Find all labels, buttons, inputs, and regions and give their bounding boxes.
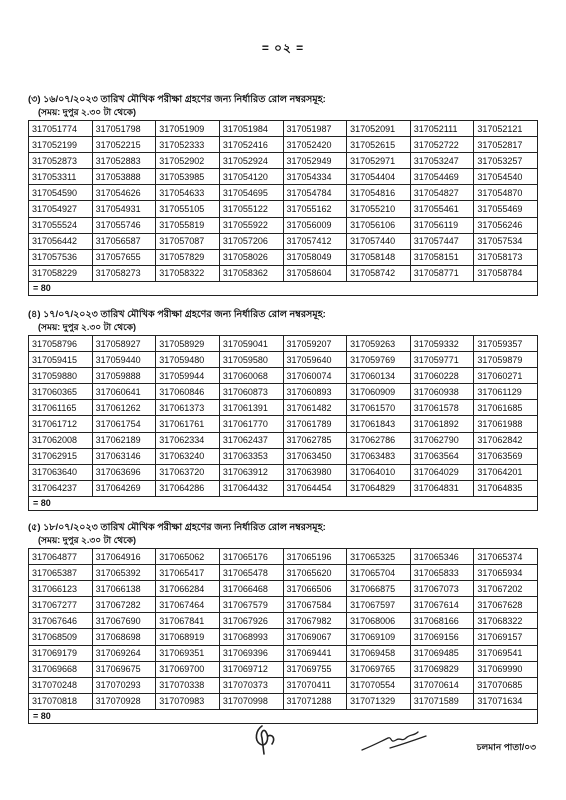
roll-number-cell: 317061712 (29, 416, 93, 432)
roll-number-cell: 317069700 (156, 661, 220, 677)
table-row (29, 565, 538, 581)
roll-number-cell: 317062915 (29, 448, 93, 464)
roll-number-cell: 317062437 (219, 432, 283, 448)
roll-number-cell: 317062790 (410, 432, 474, 448)
roll-number-cell: 317069541 (474, 645, 538, 661)
roll-number-cell: 317054633 (156, 185, 220, 201)
roll-number-cell: 317055461 (410, 201, 474, 217)
roll-number-cell: 317061843 (347, 416, 411, 432)
roll-number-cell: 317067579 (219, 597, 283, 613)
roll-number-cell: 317052199 (29, 137, 93, 153)
roll-number-cell: 317053888 (92, 169, 156, 185)
roll-number-cell: 317061391 (219, 400, 283, 416)
table-row (29, 661, 538, 677)
roll-number-cell: 317052416 (219, 137, 283, 153)
roll-number-cell: 317070998 (219, 693, 283, 709)
roll-number-cell: 317054590 (29, 185, 93, 201)
roll-number-cell: 317051774 (29, 121, 93, 137)
roll-number-cell: 317064432 (219, 480, 283, 496)
roll-number-cell: 317067202 (474, 581, 538, 597)
roll-number-cell: 317066468 (219, 581, 283, 597)
roll-number-cell: 317067926 (219, 613, 283, 629)
section-time: (সময়: দুপুর ২.৩০ টা থেকে) (38, 322, 136, 332)
roll-number-cell: 317059640 (283, 352, 347, 368)
roll-number-cell: 317059771 (410, 352, 474, 368)
roll-number-cell: 317054870 (474, 185, 538, 201)
roll-number-cell: 317064916 (92, 549, 156, 565)
roll-number-cell: 317058322 (156, 265, 220, 281)
roll-number-cell: 317069712 (219, 661, 283, 677)
roll-number-cell: 317068006 (347, 613, 411, 629)
section-time: (সময়: দুপুর ২.৩০ টা থেকে) (38, 107, 136, 117)
roll-number-cell: 317062189 (92, 432, 156, 448)
roll-number-cell: 317053257 (474, 153, 538, 169)
roll-number-cell: 317056246 (474, 217, 538, 233)
roll-number-cell: 317067464 (156, 597, 220, 613)
roll-number-cell: 317056587 (92, 233, 156, 249)
roll-number-cell: 317057829 (156, 249, 220, 265)
roll-number-cell: 317052121 (474, 121, 538, 137)
roll-number-cell: 317068698 (92, 629, 156, 645)
roll-number-cell: 317071634 (474, 693, 538, 709)
table-row (29, 265, 538, 281)
roll-number-cell: 317051984 (219, 121, 283, 137)
roll-number-cell: 317057534 (474, 233, 538, 249)
roll-number-cell: 317057412 (283, 233, 347, 249)
roll-number-cell: 317055819 (156, 217, 220, 233)
roll-number-cell: 317070685 (474, 677, 538, 693)
roll-number-cell: 317061685 (474, 400, 538, 416)
roll-number-cell: 317052091 (347, 121, 411, 137)
roll-number-cell: 317052333 (156, 137, 220, 153)
roll-number-cell: 317063240 (156, 448, 220, 464)
table-row (29, 480, 538, 496)
roll-number-cell: 317053247 (410, 153, 474, 169)
table-row (29, 336, 538, 352)
roll-number-cell: 317060068 (219, 368, 283, 384)
table-row (29, 677, 538, 693)
roll-number-cell: 317069156 (410, 629, 474, 645)
roll-number-cell: 317065325 (347, 549, 411, 565)
roll-number-cell: 317070818 (29, 693, 93, 709)
roll-number-cell: 317052817 (474, 137, 538, 153)
table-row (29, 185, 538, 201)
table-row (29, 581, 538, 597)
roll-number-cell: 317070983 (156, 693, 220, 709)
roll-number-cell: 317063696 (92, 464, 156, 480)
roll-number-cell: 317051987 (283, 121, 347, 137)
roll-number-cell: 317065062 (156, 549, 220, 565)
table-row (29, 448, 538, 464)
roll-number-cell: 317064454 (283, 480, 347, 496)
roll-number-cell: 317057206 (219, 233, 283, 249)
roll-number-cell: 317055524 (29, 217, 93, 233)
roll-number-cell: 317070554 (347, 677, 411, 693)
roll-number-cell: 317067614 (410, 597, 474, 613)
roll-number-cell: 317051909 (156, 121, 220, 137)
roll-number-cell: 317065346 (410, 549, 474, 565)
roll-number-cell: 317060909 (347, 384, 411, 400)
roll-number-cell: 317060228 (410, 368, 474, 384)
roll-number-cell: 317067073 (410, 581, 474, 597)
table-row (29, 384, 538, 400)
roll-number-cell: 317070248 (29, 677, 93, 693)
table-row (29, 597, 538, 613)
roll-number-cell: 317052924 (219, 153, 283, 169)
roll-number-cell: 317060846 (156, 384, 220, 400)
roll-number-cell: 317067277 (29, 597, 93, 613)
roll-number-cell: 317061892 (410, 416, 474, 432)
table-row (29, 613, 538, 629)
roll-number-cell: 317064835 (474, 480, 538, 496)
roll-number-cell: 317069351 (156, 645, 220, 661)
roll-number-cell: 317058784 (474, 265, 538, 281)
roll-number-cell: 317058151 (410, 249, 474, 265)
roll-number-cell: 317069157 (474, 629, 538, 645)
roll-number-cell: 317066123 (29, 581, 93, 597)
roll-number-cell: 317058148 (347, 249, 411, 265)
table-row (29, 217, 538, 233)
roll-number-cell: 317059415 (29, 352, 93, 368)
roll-number-cell: 317058927 (92, 336, 156, 352)
roll-number-cell: 317061373 (156, 400, 220, 416)
roll-number-cell: 317067841 (156, 613, 220, 629)
footer (0, 722, 566, 762)
roll-number-cell: 317054626 (92, 185, 156, 201)
section-total: = 80 (28, 497, 538, 511)
section-time: (সময়: দুপুর ২.৩০ টা থেকে) (38, 535, 136, 545)
roll-number-cell: 317053985 (156, 169, 220, 185)
roll-number-cell: 317062785 (283, 432, 347, 448)
roll-number-cell: 317069396 (219, 645, 283, 661)
table-row (29, 629, 538, 645)
roll-number-cell: 317055922 (219, 217, 283, 233)
roll-number-cell: 317065833 (410, 565, 474, 581)
roll-number-cell: 317059263 (347, 336, 411, 352)
section-4 (28, 309, 538, 511)
roll-number-cell: 317061129 (474, 384, 538, 400)
table-row (29, 137, 538, 153)
roll-number-cell: 317064831 (410, 480, 474, 496)
table-row (29, 400, 538, 416)
roll-number-cell: 317068166 (410, 613, 474, 629)
roll-number-cell: 317061482 (283, 400, 347, 416)
roll-number-cell: 317067282 (92, 597, 156, 613)
roll-number-cell: 317060873 (219, 384, 283, 400)
roll-number-cell: 317052615 (347, 137, 411, 153)
roll-number-cell: 317064286 (156, 480, 220, 496)
roll-number-cell: 317059332 (410, 336, 474, 352)
roll-number-cell: 317065196 (283, 549, 347, 565)
roll-number-cell: 317061754 (92, 416, 156, 432)
roll-number-cell: 317061988 (474, 416, 538, 432)
roll-number-cell: 317065934 (474, 565, 538, 581)
roll-number-cell: 317062842 (474, 432, 538, 448)
roll-number-cell: 317069458 (347, 645, 411, 661)
roll-number-cell: 317058742 (347, 265, 411, 281)
roll-number-cell: 317059944 (156, 368, 220, 384)
roll-number-cell: 317070373 (219, 677, 283, 693)
roll-number-cell: 317070293 (92, 677, 156, 693)
roll-number-cell: 317071589 (410, 693, 474, 709)
roll-number-cell: 317064010 (347, 464, 411, 480)
roll-number-cell: 317059769 (347, 352, 411, 368)
roll-number-cell: 317052873 (29, 153, 93, 169)
roll-number-cell: 317067982 (283, 613, 347, 629)
roll-number-cell: 317052971 (347, 153, 411, 169)
roll-number-cell: 317063912 (219, 464, 283, 480)
roll-number-cell: 317058929 (156, 336, 220, 352)
roll-number-cell: 317054927 (29, 201, 93, 217)
roll-number-cell: 317061262 (92, 400, 156, 416)
table-row (29, 233, 538, 249)
section-total: = 80 (28, 282, 538, 296)
signature-icon (360, 728, 430, 754)
roll-number-cell: 317064829 (347, 480, 411, 496)
roll-number-cell: 317054695 (219, 185, 283, 201)
roll-table (28, 335, 538, 497)
table-row (29, 645, 538, 661)
roll-number-cell: 317069067 (283, 629, 347, 645)
roll-number-cell: 317059207 (283, 336, 347, 352)
roll-number-cell: 317052883 (92, 153, 156, 169)
table-row (29, 693, 538, 709)
roll-number-cell: 317069675 (92, 661, 156, 677)
roll-number-cell: 317057440 (347, 233, 411, 249)
roll-number-cell: 317051798 (92, 121, 156, 137)
roll-number-cell: 317069264 (92, 645, 156, 661)
roll-number-cell: 317060134 (347, 368, 411, 384)
roll-table (28, 548, 538, 710)
roll-number-cell: 317065392 (92, 565, 156, 581)
roll-number-cell: 317064237 (29, 480, 93, 496)
roll-number-cell: 317062334 (156, 432, 220, 448)
roll-number-cell: 317061761 (156, 416, 220, 432)
roll-number-cell: 317061770 (219, 416, 283, 432)
roll-number-cell: 317063146 (92, 448, 156, 464)
roll-number-cell: 317067690 (92, 613, 156, 629)
roll-number-cell: 317060271 (474, 368, 538, 384)
roll-number-cell: 317065387 (29, 565, 93, 581)
roll-number-cell: 317065620 (283, 565, 347, 581)
roll-number-cell: 317053311 (29, 169, 93, 185)
table-row (29, 121, 538, 137)
roll-number-cell: 317056009 (283, 217, 347, 233)
roll-number-cell: 317065176 (219, 549, 283, 565)
roll-number-cell: 317067646 (29, 613, 93, 629)
roll-number-cell: 317067584 (283, 597, 347, 613)
roll-number-cell: 317055746 (92, 217, 156, 233)
roll-number-cell: 317066506 (283, 581, 347, 597)
roll-number-cell: 317059041 (219, 336, 283, 352)
roll-number-cell: 317063450 (283, 448, 347, 464)
roll-number-cell: 317063483 (347, 448, 411, 464)
roll-number-cell: 317054120 (219, 169, 283, 185)
roll-number-cell: 317067597 (347, 597, 411, 613)
roll-number-cell: 317061570 (347, 400, 411, 416)
table-row (29, 201, 538, 217)
table-row (29, 249, 538, 265)
roll-number-cell: 317055122 (219, 201, 283, 217)
roll-number-cell: 317070338 (156, 677, 220, 693)
table-row (29, 464, 538, 480)
roll-number-cell: 317059879 (474, 352, 538, 368)
roll-number-cell: 317058229 (29, 265, 93, 281)
roll-number-cell: 317052420 (283, 137, 347, 153)
table-row (29, 169, 538, 185)
roll-number-cell: 317063720 (156, 464, 220, 480)
roll-number-cell: 317059357 (474, 336, 538, 352)
table-row (29, 432, 538, 448)
table-row (29, 549, 538, 565)
roll-table (28, 120, 538, 282)
roll-number-cell: 317068919 (156, 629, 220, 645)
roll-number-cell: 317058273 (92, 265, 156, 281)
table-row (29, 352, 538, 368)
roll-number-cell: 317059580 (219, 352, 283, 368)
section-heading: (৩) ১৬/০৭/২০২৩ তারিখ মৌখিক পরীক্ষা গ্রহণের জন্য নির্ধারিত রোল নম্বরসমূহ: (28, 94, 326, 105)
roll-number-cell: 317054540 (474, 169, 538, 185)
section-heading: (৪) ১৭/০৭/২০২৩ তারিখ মৌখিক পরীক্ষা গ্রহণের জন্য নির্ধারিত রোল নম্বরসমূহ: (28, 309, 326, 320)
roll-number-cell: 317054827 (410, 185, 474, 201)
table-row (29, 368, 538, 384)
section-total: = 80 (28, 710, 538, 724)
roll-number-cell: 317064877 (29, 549, 93, 565)
roll-number-cell: 317063564 (410, 448, 474, 464)
roll-number-cell: 317058026 (219, 249, 283, 265)
roll-number-cell: 317071288 (283, 693, 347, 709)
roll-number-cell: 317071329 (347, 693, 411, 709)
page-number: = ০২ = (261, 41, 305, 55)
roll-number-cell: 317054334 (283, 169, 347, 185)
roll-number-cell: 317052111 (410, 121, 474, 137)
roll-number-cell: 317058173 (474, 249, 538, 265)
roll-number-cell: 317069179 (29, 645, 93, 661)
roll-number-cell: 317056442 (29, 233, 93, 249)
initial-signature-icon (248, 722, 288, 758)
roll-number-cell: 317059440 (92, 352, 156, 368)
roll-number-cell: 317064269 (92, 480, 156, 496)
roll-number-cell: 317054816 (347, 185, 411, 201)
roll-number-cell: 317054469 (410, 169, 474, 185)
roll-number-cell: 317069485 (410, 645, 474, 661)
continuation-note: চলমান পাতা/০৩ (476, 742, 536, 752)
roll-number-cell: 317060938 (410, 384, 474, 400)
roll-number-cell: 317052722 (410, 137, 474, 153)
roll-number-cell: 317069829 (410, 661, 474, 677)
roll-number-cell: 317060365 (29, 384, 93, 400)
roll-number-cell: 317070928 (92, 693, 156, 709)
roll-number-cell: 317065704 (347, 565, 411, 581)
roll-number-cell: 317068993 (219, 629, 283, 645)
roll-number-cell: 317061789 (283, 416, 347, 432)
roll-number-cell: 317060641 (92, 384, 156, 400)
roll-number-cell: 317052902 (156, 153, 220, 169)
roll-number-cell: 317060074 (283, 368, 347, 384)
section-heading: (৫) ১৮/০৭/২০২৩ তারিখ মৌখিক পরীক্ষা গ্রহণের জন্য নির্ধারিত রোল নম্বরসমূহ: (28, 522, 326, 533)
roll-number-cell: 317057087 (156, 233, 220, 249)
roll-number-cell: 317059480 (156, 352, 220, 368)
roll-number-cell: 317070614 (410, 677, 474, 693)
roll-number-cell: 317058362 (219, 265, 283, 281)
roll-number-cell: 317054931 (92, 201, 156, 217)
roll-number-cell: 317056119 (410, 217, 474, 233)
roll-number-cell: 317058796 (29, 336, 93, 352)
roll-number-cell: 317069755 (283, 661, 347, 677)
roll-number-cell: 317054784 (283, 185, 347, 201)
roll-number-cell: 317068509 (29, 629, 93, 645)
roll-number-cell: 317061165 (29, 400, 93, 416)
roll-number-cell: 317064201 (474, 464, 538, 480)
roll-number-cell: 317061578 (410, 400, 474, 416)
roll-number-cell: 317063640 (29, 464, 93, 480)
roll-number-cell: 317069109 (347, 629, 411, 645)
roll-number-cell: 317066138 (92, 581, 156, 597)
roll-number-cell: 317070411 (283, 677, 347, 693)
roll-number-cell: 317057655 (92, 249, 156, 265)
roll-number-cell: 317057447 (410, 233, 474, 249)
roll-number-cell: 317059880 (29, 368, 93, 384)
roll-number-cell: 317066284 (156, 581, 220, 597)
roll-number-cell: 317055105 (156, 201, 220, 217)
roll-number-cell: 317055210 (347, 201, 411, 217)
roll-number-cell: 317065374 (474, 549, 538, 565)
roll-number-cell: 317055162 (283, 201, 347, 217)
table-row (29, 416, 538, 432)
roll-number-cell: 317063569 (474, 448, 538, 464)
roll-number-cell: 317060893 (283, 384, 347, 400)
roll-number-cell: 317068322 (474, 613, 538, 629)
roll-number-cell: 317056106 (347, 217, 411, 233)
roll-number-cell: 317067628 (474, 597, 538, 613)
roll-number-cell: 317059888 (92, 368, 156, 384)
section-3 (28, 94, 538, 296)
roll-number-cell: 317065417 (156, 565, 220, 581)
roll-number-cell: 317064029 (410, 464, 474, 480)
roll-number-cell: 317066875 (347, 581, 411, 597)
roll-number-cell: 317069668 (29, 661, 93, 677)
roll-number-cell: 317062786 (347, 432, 411, 448)
roll-number-cell: 317052949 (283, 153, 347, 169)
section-5 (28, 522, 538, 724)
roll-number-cell: 317062008 (29, 432, 93, 448)
roll-number-cell: 317055469 (474, 201, 538, 217)
roll-number-cell: 317058049 (283, 249, 347, 265)
roll-number-cell: 317054404 (347, 169, 411, 185)
roll-number-cell: 317058771 (410, 265, 474, 281)
roll-number-cell: 317063980 (283, 464, 347, 480)
roll-number-cell: 317069441 (283, 645, 347, 661)
roll-number-cell: 317069765 (347, 661, 411, 677)
roll-number-cell: 317052215 (92, 137, 156, 153)
roll-number-cell: 317058604 (283, 265, 347, 281)
roll-number-cell: 317063353 (219, 448, 283, 464)
table-row (29, 153, 538, 169)
roll-number-cell: 317065478 (219, 565, 283, 581)
roll-number-cell: 317057536 (29, 249, 93, 265)
roll-number-cell: 317069990 (474, 661, 538, 677)
